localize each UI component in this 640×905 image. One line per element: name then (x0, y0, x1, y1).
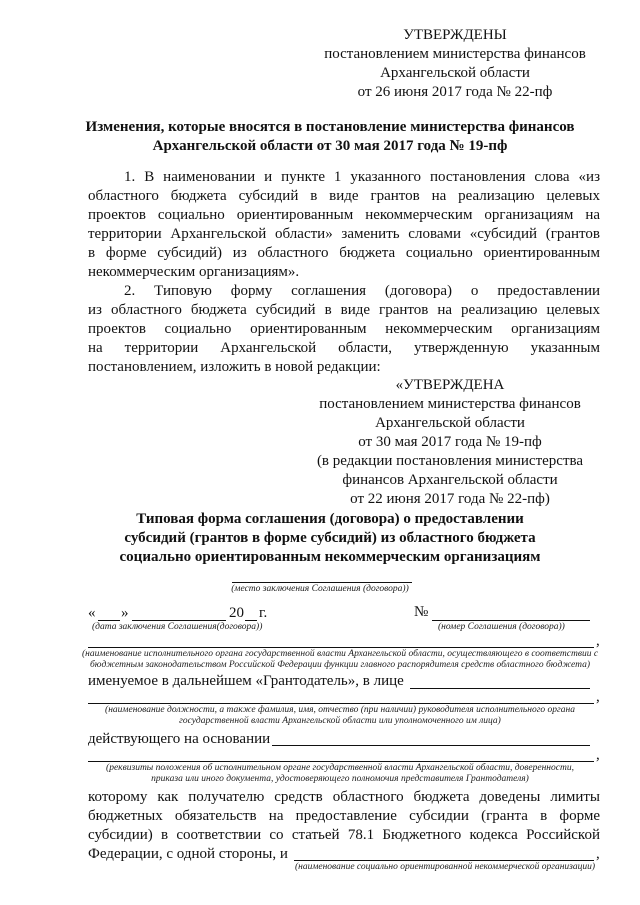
approved-form-line: финансов Архангельской области (342, 472, 558, 488)
number-field-line[interactable] (432, 620, 590, 621)
paragraph-line: бюджетных обязательств на предоставление субсидии (гранта в форме (88, 808, 600, 824)
date-open-quote: « (88, 605, 96, 621)
paragraph-line: в форме субсидий) из областного бюджета социально ориентированным (88, 245, 600, 261)
grantor-field-line[interactable] (410, 688, 590, 689)
position-caption (80, 705, 600, 727)
number-caption: (номер Соглашения (договора)) (438, 622, 565, 632)
date-year: 20 (229, 605, 244, 621)
date-caption: (дата заключения Соглашения(договора)) (92, 622, 263, 632)
approved-form-block (280, 376, 620, 509)
org-field-line[interactable] (88, 647, 594, 648)
org-caption-line: бюджетным законодательством Российской Федерации функции главного распорядителя средств областного бюджета) (90, 660, 590, 670)
form-title-line: социально ориентированным некоммерческим организациям (119, 549, 541, 565)
paragraph-line: 2. Типовую форму соглашения (договора) о предоставлении (124, 283, 600, 299)
basis-text: действующего на основании (88, 731, 271, 747)
nko-field-line[interactable] (294, 860, 594, 861)
place-field-line[interactable] (232, 582, 412, 583)
approved-form-line: (в редакции постановления министерства (316, 453, 584, 469)
paragraph-line: которому как получателю средств областного бюджета доведены лимиты (88, 789, 600, 805)
date-day-line[interactable] (98, 620, 120, 621)
approved-form-line: постановлением министерства финансов (319, 396, 581, 412)
position-caption-line: (наименование должности, а также фамилия, имя, отчество (при наличии) руководителя исполнительного органа (105, 705, 575, 715)
approval-line: от 26 июня 2017 года № 22-пф (357, 84, 553, 100)
comma: , (596, 633, 600, 649)
number-sign: № (414, 604, 429, 620)
date-suffix: г. (259, 605, 268, 621)
approval-line: постановлением министерства финансов (324, 46, 586, 62)
heading-line: Изменения, которые вносятся в постановление министерства финансов (85, 119, 575, 135)
approved-form-line: от 22 июня 2017 года № 22-пф) (350, 491, 550, 507)
paragraph-2 (88, 282, 600, 377)
approved-form-line: Архангельской области (375, 415, 525, 431)
final-last-line: Федерации, с одной стороны, и (88, 846, 288, 862)
paragraph-line: 1. В наименовании и пункте 1 указанного постановления слова «из (124, 169, 600, 185)
date-close-quote: » (121, 605, 129, 621)
position-caption-line: государственной власти Архангельской области или уполномоченного им лица) (179, 716, 501, 726)
details-caption-line: приказа или иного документа, удостоверяющего полномочия представителя Грантодателя) (151, 774, 529, 784)
details-caption (80, 763, 600, 785)
form-title-line: Типовая форма соглашения (договора) о предоставлении (136, 511, 524, 527)
comma: , (596, 846, 600, 862)
document-heading (60, 118, 600, 156)
place-caption: (место заключения Соглашения (договора)) (231, 584, 409, 594)
date-month-line[interactable] (132, 620, 226, 621)
details-caption-line: (реквизиты положения об исполнительном органе государственной власти Архангельской области, доверенности, (106, 763, 574, 773)
paragraph-line: на территории Архангельской области, утвержденную указанным (88, 340, 600, 356)
paragraph-line: субсидии) в соответствии со статьей 78.1 Бюджетного кодекса Российской (88, 827, 600, 843)
approval-block (290, 26, 620, 102)
paragraph-1 (88, 168, 600, 282)
nko-caption: (наименование социально ориентированной некоммерческой организации) (294, 862, 596, 872)
basis-field-line[interactable] (272, 745, 590, 746)
paragraph-line: постановлением, изложить в новой редакции: (88, 359, 381, 375)
position-field-line[interactable] (88, 703, 594, 704)
grantor-text: именуемое в дальнейшем «Грантодатель», в лице (88, 673, 404, 689)
paragraph-line: проектов социально ориентированным некоммерческим организациям (88, 321, 600, 337)
paragraph-line: областного бюджета субсидий в виде грантов на реализацию целевых (88, 188, 600, 204)
final-paragraph (88, 788, 600, 845)
approved-form-title: «УТВЕРЖДЕНА (395, 377, 505, 393)
approved-form-line: от 30 мая 2017 года № 19-пф (358, 434, 542, 450)
heading-line: Архангельской области от 30 мая 2017 года № 19-пф (152, 138, 508, 154)
org-caption-line: (наименование исполнительного органа государственной власти Архангельской области, осуществляющего в соответствии с (81, 649, 599, 659)
comma: , (596, 689, 600, 705)
paragraph-line: некоммерческим организациям». (88, 264, 300, 280)
form-title-line: субсидий (грантов в форме субсидий) из областного бюджета (124, 530, 536, 546)
date-year-line[interactable] (245, 620, 257, 621)
org-caption (80, 649, 600, 671)
paragraph-line: проектов социально ориентированным некоммерческим организациям на (88, 207, 600, 223)
details-field-line[interactable] (88, 761, 594, 762)
paragraph-line: из областного бюджета субсидий в виде грантов на реализацию целевых (88, 302, 600, 318)
comma: , (596, 747, 600, 763)
approval-line: Архангельской области (380, 65, 530, 81)
form-title (60, 510, 600, 567)
approval-title: УТВЕРЖДЕНЫ (403, 27, 507, 43)
paragraph-line: территории Архангельской области» заменить словами «субсидий (грантов (88, 226, 600, 242)
